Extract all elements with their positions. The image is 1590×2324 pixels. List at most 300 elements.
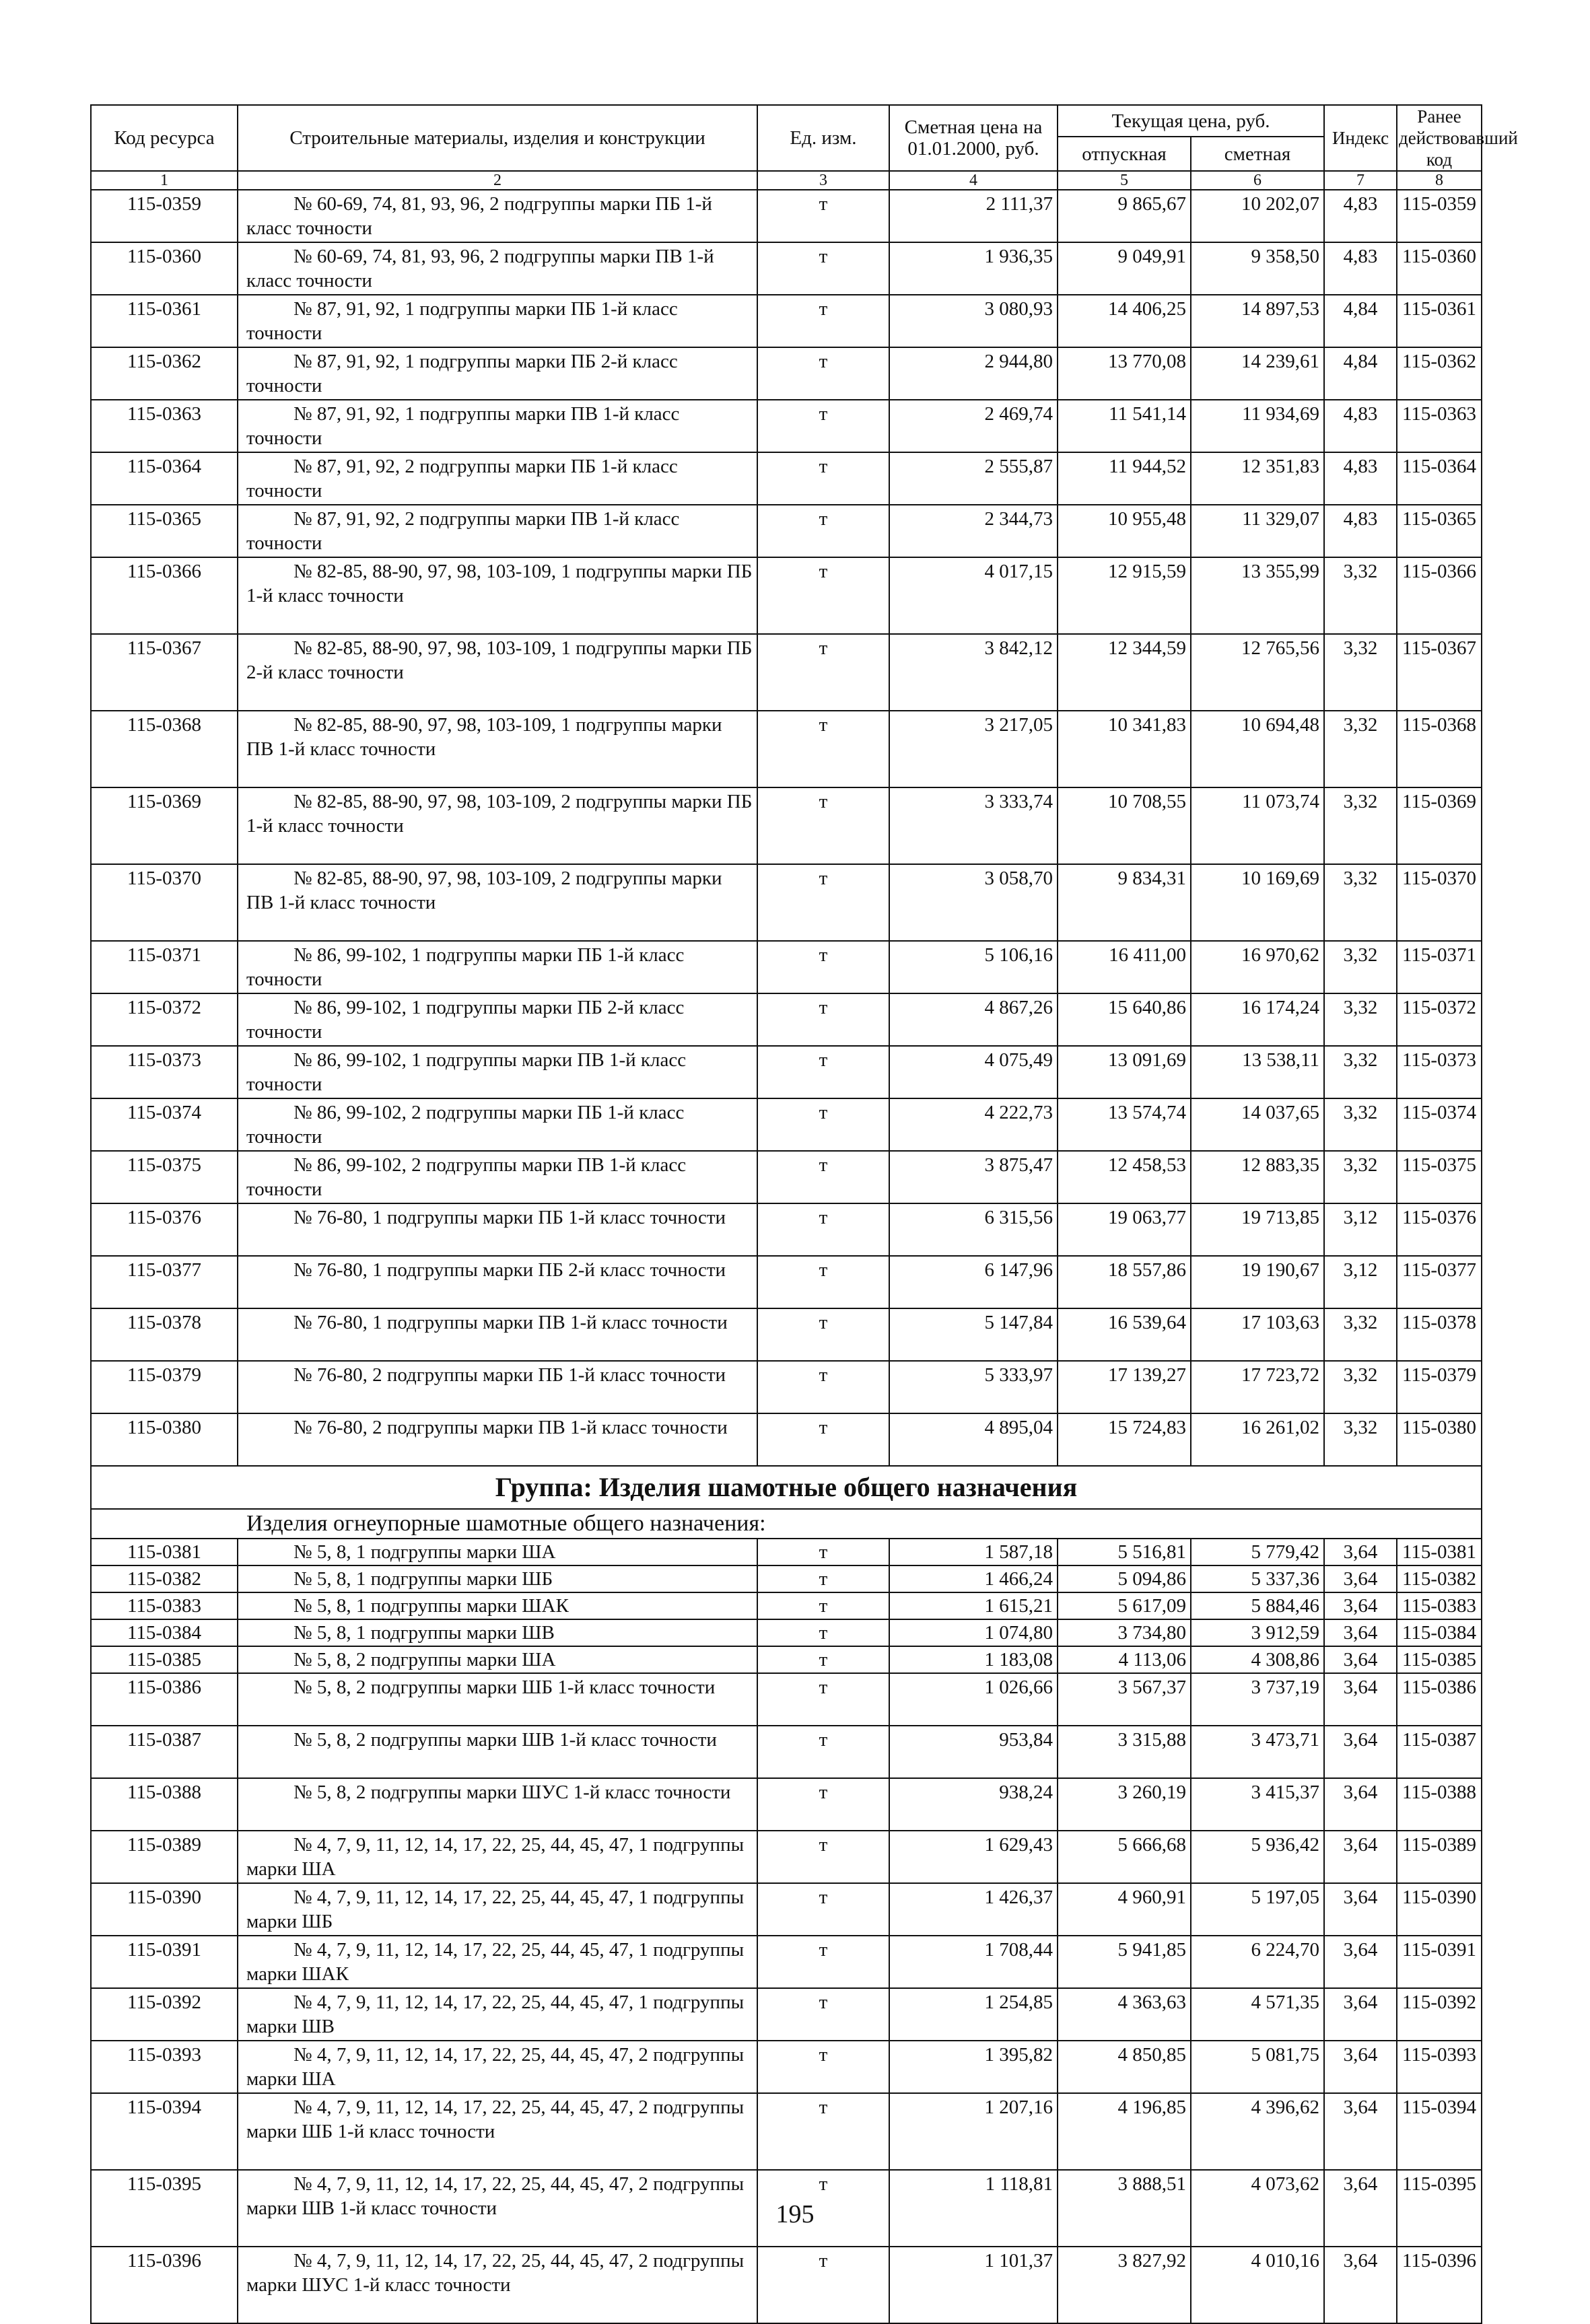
estimate-price-cell: 14 897,53: [1191, 295, 1324, 347]
unit-cell: т: [757, 993, 889, 1046]
description-cell: [238, 347, 757, 400]
previous-code-cell: 115-0396: [1397, 2247, 1482, 2323]
table-row: [91, 295, 1482, 347]
resource-code-cell: 115-0363: [91, 400, 238, 452]
estimate-price-cell: 5 936,42: [1191, 1831, 1324, 1883]
base-price-cell: 3 217,05: [889, 711, 1058, 787]
table-row: [91, 864, 1482, 941]
base-price-cell: 3 080,93: [889, 295, 1058, 347]
release-price-cell: 10 341,83: [1058, 711, 1191, 787]
release-price-cell: 12 458,53: [1058, 1151, 1191, 1203]
index-value-cell: 3,32: [1324, 557, 1397, 634]
description-cell: [238, 993, 757, 1046]
previous-code-cell: 115-0371: [1397, 941, 1482, 993]
unit-cell: т: [757, 787, 889, 864]
table-row: [91, 1539, 1482, 1565]
unit-cell: т: [757, 242, 889, 295]
index-value-cell: 3,64: [1324, 1619, 1397, 1646]
release-price-cell: 4 363,63: [1058, 1988, 1191, 2041]
release-price-cell: 13 770,08: [1058, 347, 1191, 400]
price-sheet: [90, 104, 1518, 2324]
base-price-cell: 4 075,49: [889, 1046, 1058, 1098]
description-cell: [238, 1413, 757, 1466]
unit-cell: т: [757, 1098, 889, 1151]
description-text: № 5, 8, 2 подгруппы марки ША: [293, 1649, 556, 1670]
estimate-price-cell: 3 912,59: [1191, 1619, 1324, 1646]
resource-code-cell: 115-0379: [91, 1361, 238, 1413]
resource-code-cell: 115-0373: [91, 1046, 238, 1098]
release-price-cell: 9 865,67: [1058, 190, 1191, 242]
estimate-price-cell: 3 415,37: [1191, 1778, 1324, 1831]
description-cell: [238, 711, 757, 787]
base-price-cell: 4 222,73: [889, 1098, 1058, 1151]
description-text: № 4, 7, 9, 11, 12, 14, 17, 22, 25, 44, 45, 47, 2 подгруппы марки ШВ 1-й класс точности: [246, 2173, 745, 2219]
estimate-price-cell: 12 765,56: [1191, 634, 1324, 711]
resource-code-cell: 115-0395: [91, 2170, 238, 2247]
unit-cell: т: [757, 1619, 889, 1646]
base-price-cell: 3 333,74: [889, 787, 1058, 864]
base-price-cell: 5 147,84: [889, 1308, 1058, 1361]
previous-code-cell: 115-0366: [1397, 557, 1482, 634]
table-row: [91, 1778, 1482, 1831]
base-price-cell: 2 344,73: [889, 505, 1058, 557]
unit-cell: т: [757, 1565, 889, 1592]
table-row: [91, 1256, 1482, 1308]
release-price-cell: 9 834,31: [1058, 864, 1191, 941]
description-text: № 4, 7, 9, 11, 12, 14, 17, 22, 25, 44, 45, 47, 1 подгруппы марки ШВ: [246, 1992, 745, 2037]
unit-cell: т: [757, 1883, 889, 1936]
unit-cell: т: [757, 1778, 889, 1831]
column-numbers-row: [91, 171, 1482, 190]
unit-cell: т: [757, 711, 889, 787]
previous-code-cell: 115-0361: [1397, 295, 1482, 347]
resource-code-cell: 115-0393: [91, 2041, 238, 2093]
previous-code-cell: 115-0360: [1397, 242, 1482, 295]
table-row: [91, 1308, 1482, 1361]
description-cell: [238, 2247, 757, 2323]
description-cell: [238, 1046, 757, 1098]
estimate-price-cell: 11 934,69: [1191, 400, 1324, 452]
unit-cell: т: [757, 1361, 889, 1413]
estimate-price-cell: 5 779,42: [1191, 1539, 1324, 1565]
previous-code-cell: 115-0374: [1397, 1098, 1482, 1151]
resource-code-cell: 115-0375: [91, 1151, 238, 1203]
previous-code-cell: 115-0362: [1397, 347, 1482, 400]
resource-code-cell: 115-0372: [91, 993, 238, 1046]
previous-code-cell: 115-0391: [1397, 1936, 1482, 1988]
release-price-cell: 5 666,68: [1058, 1831, 1191, 1883]
description-text: № 86, 99-102, 2 подгруппы марки ПВ 1-й класс точности: [246, 1154, 687, 1200]
description-cell: [238, 1151, 757, 1203]
unit-cell: т: [757, 295, 889, 347]
table-row: [91, 400, 1482, 452]
previous-code-cell: 115-0380: [1397, 1413, 1482, 1466]
base-price-cell: 1 074,80: [889, 1619, 1058, 1646]
description-cell: [238, 400, 757, 452]
previous-code-cell: 115-0390: [1397, 1883, 1482, 1936]
column-number: 4: [889, 171, 1058, 190]
estimate-price-cell: 10 694,48: [1191, 711, 1324, 787]
description-cell: [238, 1308, 757, 1361]
description-cell: [238, 1646, 757, 1673]
description-cell: [238, 2093, 757, 2170]
previous-code-cell: 115-0382: [1397, 1565, 1482, 1592]
description-cell: [238, 505, 757, 557]
resource-code-cell: 115-0383: [91, 1592, 238, 1619]
index-value-cell: 3,32: [1324, 1046, 1397, 1098]
table-row: [91, 2247, 1482, 2323]
resource-code-cell: 115-0361: [91, 295, 238, 347]
index-value-cell: 3,64: [1324, 2247, 1397, 2323]
previous-code-cell: 115-0365: [1397, 505, 1482, 557]
estimate-price-cell: 14 239,61: [1191, 347, 1324, 400]
previous-code-cell: 115-0364: [1397, 452, 1482, 505]
base-price-cell: 953,84: [889, 1726, 1058, 1778]
description-cell: [238, 295, 757, 347]
estimate-price-cell: 4 396,62: [1191, 2093, 1324, 2170]
previous-code-cell: 115-0394: [1397, 2093, 1482, 2170]
table-row: [91, 1361, 1482, 1413]
unit-cell: т: [757, 1256, 889, 1308]
resource-code-cell: 115-0362: [91, 347, 238, 400]
column-number: 7: [1324, 171, 1397, 190]
header-estimate-price: сметная: [1191, 137, 1324, 171]
release-price-cell: 4 960,91: [1058, 1883, 1191, 1936]
index-value-cell: 3,64: [1324, 1988, 1397, 2041]
resource-code-cell: 115-0371: [91, 941, 238, 993]
release-price-cell: 3 315,88: [1058, 1726, 1191, 1778]
resource-code-cell: 115-0374: [91, 1098, 238, 1151]
table-row: [91, 1565, 1482, 1592]
previous-code-cell: 115-0384: [1397, 1619, 1482, 1646]
resource-code-cell: 115-0364: [91, 452, 238, 505]
release-price-cell: 18 557,86: [1058, 1256, 1191, 1308]
release-price-cell: 11 944,52: [1058, 452, 1191, 505]
table-row: [91, 1726, 1482, 1778]
description-text: № 82-85, 88-90, 97, 98, 103-109, 1 подгруппы марки ПВ 1-й класс точности: [246, 714, 722, 760]
description-text: № 4, 7, 9, 11, 12, 14, 17, 22, 25, 44, 45, 47, 1 подгруппы марки ШАК: [246, 1939, 745, 1985]
description-text: № 5, 8, 2 подгруппы марки ШВ 1-й класс точности: [293, 1729, 717, 1751]
index-value-cell: 3,64: [1324, 1726, 1397, 1778]
index-value-cell: 3,32: [1324, 1151, 1397, 1203]
base-price-cell: 1 466,24: [889, 1565, 1058, 1592]
base-price-cell: 3 875,47: [889, 1151, 1058, 1203]
table-row: [91, 557, 1482, 634]
index-value-cell: 3,64: [1324, 1673, 1397, 1726]
description-cell: [238, 1361, 757, 1413]
description-text: № 82-85, 88-90, 97, 98, 103-109, 1 подгруппы марки ПБ 1-й класс точности: [246, 561, 753, 606]
release-price-cell: 16 539,64: [1058, 1308, 1191, 1361]
unit-cell: т: [757, 1308, 889, 1361]
resource-code-cell: 115-0359: [91, 190, 238, 242]
description-text: № 5, 8, 1 подгруппы марки ША: [293, 1541, 556, 1563]
release-price-cell: 5 516,81: [1058, 1539, 1191, 1565]
header-description: Строительные материалы, изделия и конструкции: [238, 105, 757, 171]
resource-code-cell: 115-0370: [91, 864, 238, 941]
estimate-price-cell: 4 571,35: [1191, 1988, 1324, 2041]
resource-code-cell: 115-0394: [91, 2093, 238, 2170]
release-price-cell: 3 734,80: [1058, 1619, 1191, 1646]
description-text: № 4, 7, 9, 11, 12, 14, 17, 22, 25, 44, 45, 47, 1 подгруппы марки ША: [246, 1834, 745, 1880]
index-value-cell: 3,32: [1324, 787, 1397, 864]
resource-code-cell: 115-0376: [91, 1203, 238, 1256]
estimate-price-cell: 11 073,74: [1191, 787, 1324, 864]
resource-code-cell: 115-0396: [91, 2247, 238, 2323]
description-text: № 5, 8, 2 подгруппы марки ШБ 1-й класс точности: [293, 1677, 716, 1698]
release-price-cell: 15 640,86: [1058, 993, 1191, 1046]
base-price-cell: 4 895,04: [889, 1413, 1058, 1466]
previous-code-cell: 115-0385: [1397, 1646, 1482, 1673]
resource-code-cell: 115-0388: [91, 1778, 238, 1831]
unit-cell: т: [757, 2041, 889, 2093]
estimate-price-cell: 17 723,72: [1191, 1361, 1324, 1413]
table-row: [91, 347, 1482, 400]
base-price-cell: 1 026,66: [889, 1673, 1058, 1726]
previous-code-cell: 115-0392: [1397, 1988, 1482, 2041]
table-row: [91, 993, 1482, 1046]
estimate-price-cell: 5 197,05: [1191, 1883, 1324, 1936]
base-price-cell: 1 101,37: [889, 2247, 1058, 2323]
table-row: [91, 2093, 1482, 2170]
previous-code-cell: 115-0389: [1397, 1831, 1482, 1883]
resource-code-cell: 115-0369: [91, 787, 238, 864]
release-price-cell: 3 888,51: [1058, 2170, 1191, 2247]
unit-cell: т: [757, 2247, 889, 2323]
description-cell: [238, 941, 757, 993]
description-cell: [238, 242, 757, 295]
column-number: 2: [238, 171, 757, 190]
unit-cell: т: [757, 1151, 889, 1203]
unit-cell: т: [757, 1646, 889, 1673]
base-price-cell: 3 842,12: [889, 634, 1058, 711]
description-text: № 87, 91, 92, 2 подгруппы марки ПБ 1-й класс точности: [246, 456, 678, 501]
previous-code-cell: 115-0381: [1397, 1539, 1482, 1565]
description-cell: [238, 1565, 757, 1592]
resource-code-cell: 115-0389: [91, 1831, 238, 1883]
description-cell: [238, 452, 757, 505]
description-cell: [238, 1203, 757, 1256]
base-price-cell: 2 469,74: [889, 400, 1058, 452]
release-price-cell: 15 724,83: [1058, 1413, 1191, 1466]
base-price-cell: 1 183,08: [889, 1646, 1058, 1673]
previous-code-cell: 115-0370: [1397, 864, 1482, 941]
table-row: [91, 1151, 1482, 1203]
index-value-cell: 3,32: [1324, 1098, 1397, 1151]
release-price-cell: 17 139,27: [1058, 1361, 1191, 1413]
previous-code-cell: 115-0393: [1397, 2041, 1482, 2093]
description-text: № 4, 7, 9, 11, 12, 14, 17, 22, 25, 44, 45, 47, 2 подгруппы марки ШБ 1-й класс точности: [246, 2097, 745, 2142]
column-number: 1: [91, 171, 238, 190]
estimate-price-cell: 9 358,50: [1191, 242, 1324, 295]
index-value-cell: 3,64: [1324, 1646, 1397, 1673]
estimate-price-cell: 4 073,62: [1191, 2170, 1324, 2247]
unit-cell: т: [757, 1203, 889, 1256]
resource-code-cell: 115-0390: [91, 1883, 238, 1936]
previous-code-cell: 115-0387: [1397, 1726, 1482, 1778]
base-price-cell: 6 147,96: [889, 1256, 1058, 1308]
base-price-cell: 1 395,82: [889, 2041, 1058, 2093]
estimate-price-cell: 11 329,07: [1191, 505, 1324, 557]
release-price-cell: 13 574,74: [1058, 1098, 1191, 1151]
unit-cell: т: [757, 1592, 889, 1619]
table-row: [91, 1046, 1482, 1098]
base-price-cell: 1 254,85: [889, 1988, 1058, 2041]
table-row: [91, 452, 1482, 505]
index-value-cell: 3,12: [1324, 1256, 1397, 1308]
previous-code-cell: 115-0379: [1397, 1361, 1482, 1413]
description-text: № 60-69, 74, 81, 93, 96, 2 подгруппы марки ПВ 1-й класс точности: [246, 246, 714, 291]
description-cell: [238, 2041, 757, 2093]
description-text: № 76-80, 1 подгруппы марки ПВ 1-й класс точности: [293, 1312, 728, 1333]
table-row: [91, 1203, 1482, 1256]
index-value-cell: 4,83: [1324, 505, 1397, 557]
previous-code-cell: 115-0368: [1397, 711, 1482, 787]
table-row: [91, 190, 1482, 242]
base-price-cell: 3 058,70: [889, 864, 1058, 941]
estimate-price-cell: 4 010,16: [1191, 2247, 1324, 2323]
description-text: № 82-85, 88-90, 97, 98, 103-109, 1 подгруппы марки ПБ 2-й класс точности: [246, 637, 753, 683]
group-title: Группа: Изделия шамотные общего назначения: [91, 1466, 1482, 1509]
resource-code-cell: 115-0365: [91, 505, 238, 557]
description-cell: [238, 1539, 757, 1565]
index-value-cell: 4,83: [1324, 452, 1397, 505]
unit-cell: т: [757, 1539, 889, 1565]
resource-code-cell: 115-0391: [91, 1936, 238, 1988]
header-row: [91, 105, 1482, 137]
release-price-cell: 14 406,25: [1058, 295, 1191, 347]
release-price-cell: 5 941,85: [1058, 1936, 1191, 1988]
index-value-cell: 3,64: [1324, 1592, 1397, 1619]
estimate-price-cell: 17 103,63: [1191, 1308, 1324, 1361]
description-cell: [238, 1592, 757, 1619]
release-price-cell: 3 827,92: [1058, 2247, 1191, 2323]
release-price-cell: 4 196,85: [1058, 2093, 1191, 2170]
subgroup-row: [91, 1509, 1482, 1539]
price-table: [90, 104, 1518, 2324]
base-price-cell: 1 936,35: [889, 242, 1058, 295]
description-text: № 82-85, 88-90, 97, 98, 103-109, 2 подгруппы марки ПБ 1-й класс точности: [246, 791, 753, 837]
unit-cell: т: [757, 1936, 889, 1988]
estimate-price-cell: 5 884,46: [1191, 1592, 1324, 1619]
unit-cell: т: [757, 1046, 889, 1098]
header-code: Код ресурса: [91, 105, 238, 171]
description-cell: [238, 557, 757, 634]
table-row: [91, 711, 1482, 787]
description-text: № 4, 7, 9, 11, 12, 14, 17, 22, 25, 44, 45, 47, 2 подгруппы марки ШУС 1-й класс точности: [246, 2250, 745, 2296]
unit-cell: т: [757, 1988, 889, 2041]
column-number: 6: [1191, 171, 1324, 190]
base-price-cell: 1 615,21: [889, 1592, 1058, 1619]
base-price-cell: 1 207,16: [889, 2093, 1058, 2170]
previous-code-cell: 115-0367: [1397, 634, 1482, 711]
estimate-price-cell: 16 970,62: [1191, 941, 1324, 993]
estimate-price-cell: 16 261,02: [1191, 1413, 1324, 1466]
description-text: № 87, 91, 92, 1 подгруппы марки ПБ 1-й класс точности: [246, 298, 678, 344]
unit-cell: т: [757, 190, 889, 242]
header-index: Индекс: [1324, 105, 1397, 171]
index-value-cell: 3,32: [1324, 1308, 1397, 1361]
unit-cell: т: [757, 864, 889, 941]
resource-code-cell: 115-0377: [91, 1256, 238, 1308]
base-price-cell: 1 708,44: [889, 1936, 1058, 1988]
base-price-cell: 1 629,43: [889, 1831, 1058, 1883]
description-cell: [238, 1673, 757, 1726]
previous-code-cell: 115-0373: [1397, 1046, 1482, 1098]
base-price-cell: 4 017,15: [889, 557, 1058, 634]
description-text: № 76-80, 1 подгруппы марки ПБ 1-й класс точности: [293, 1207, 726, 1228]
index-value-cell: 3,32: [1324, 711, 1397, 787]
base-price-cell: 1 587,18: [889, 1539, 1058, 1565]
previous-code-cell: 115-0377: [1397, 1256, 1482, 1308]
previous-code-cell: 115-0372: [1397, 993, 1482, 1046]
previous-code-cell: 115-0395: [1397, 2170, 1482, 2247]
description-text: № 5, 8, 1 подгруппы марки ШАК: [293, 1595, 569, 1617]
resource-code-cell: 115-0366: [91, 557, 238, 634]
description-text: № 82-85, 88-90, 97, 98, 103-109, 2 подгруппы марки ПВ 1-й класс точности: [246, 868, 722, 913]
estimate-price-cell: 5 081,75: [1191, 2041, 1324, 2093]
description-text: № 60-69, 74, 81, 93, 96, 2 подгруппы марки ПБ 1-й класс точности: [246, 193, 712, 239]
resource-code-cell: 115-0387: [91, 1726, 238, 1778]
release-price-cell: 10 708,55: [1058, 787, 1191, 864]
base-price-cell: 1 426,37: [889, 1883, 1058, 1936]
previous-code-cell: 115-0363: [1397, 400, 1482, 452]
index-value-cell: 4,84: [1324, 347, 1397, 400]
description-text: № 86, 99-102, 1 подгруппы марки ПВ 1-й класс точности: [246, 1049, 687, 1095]
description-text: № 86, 99-102, 2 подгруппы марки ПБ 1-й класс точности: [246, 1102, 685, 1148]
previous-code-cell: 115-0375: [1397, 1151, 1482, 1203]
release-price-cell: 4 850,85: [1058, 2041, 1191, 2093]
header-base-price: Сметная цена на 01.01.2000, руб.: [889, 105, 1058, 171]
unit-cell: т: [757, 1413, 889, 1466]
index-value-cell: 3,64: [1324, 1936, 1397, 1988]
estimate-price-cell: 12 351,83: [1191, 452, 1324, 505]
table-row: [91, 242, 1482, 295]
price-table-body: [91, 171, 1482, 2323]
base-price-cell: 5 333,97: [889, 1361, 1058, 1413]
table-row: [91, 1413, 1482, 1466]
previous-code-cell: 115-0369: [1397, 787, 1482, 864]
estimate-price-cell: 13 538,11: [1191, 1046, 1324, 1098]
index-value-cell: 3,64: [1324, 2041, 1397, 2093]
table-row: [91, 1988, 1482, 2041]
index-value-cell: 4,83: [1324, 190, 1397, 242]
column-number: 5: [1058, 171, 1191, 190]
index-value-cell: 4,83: [1324, 400, 1397, 452]
release-price-cell: 11 541,14: [1058, 400, 1191, 452]
description-cell: [238, 1726, 757, 1778]
index-value-cell: 3,64: [1324, 1778, 1397, 1831]
description-text: № 5, 8, 2 подгруппы марки ШУС 1-й класс точности: [293, 1782, 731, 1803]
header-unit: Ед. изм.: [757, 105, 889, 171]
previous-code-cell: 115-0388: [1397, 1778, 1482, 1831]
index-value-cell: 3,64: [1324, 2093, 1397, 2170]
index-value-cell: 3,64: [1324, 1883, 1397, 1936]
unit-cell: т: [757, 557, 889, 634]
base-price-cell: 2 944,80: [889, 347, 1058, 400]
release-price-cell: 4 113,06: [1058, 1646, 1191, 1673]
table-row: [91, 1646, 1482, 1673]
release-price-cell: 3 260,19: [1058, 1778, 1191, 1831]
release-price-cell: 12 344,59: [1058, 634, 1191, 711]
index-value-cell: 4,84: [1324, 295, 1397, 347]
base-price-cell: 6 315,56: [889, 1203, 1058, 1256]
description-text: № 87, 91, 92, 1 подгруппы марки ПБ 2-й класс точности: [246, 351, 678, 396]
description-text: № 5, 8, 1 подгруппы марки ШВ: [293, 1622, 555, 1644]
description-text: № 5, 8, 1 подгруппы марки ШБ: [293, 1568, 553, 1590]
resource-code-cell: 115-0385: [91, 1646, 238, 1673]
unit-cell: т: [757, 347, 889, 400]
release-price-cell: 12 915,59: [1058, 557, 1191, 634]
